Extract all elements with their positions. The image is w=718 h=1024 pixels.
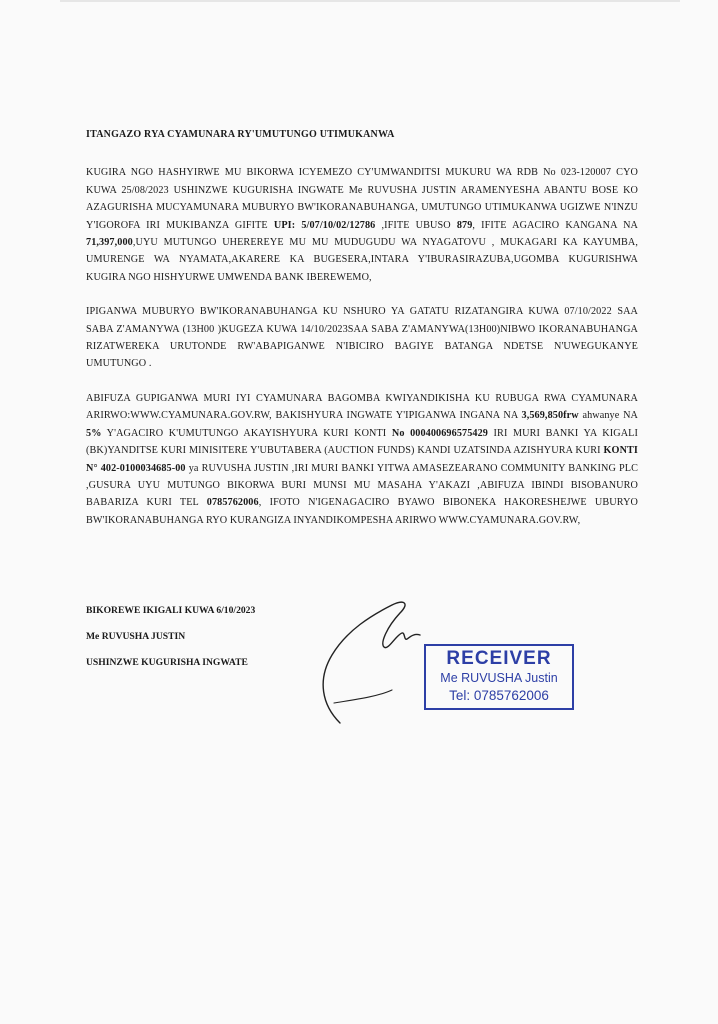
- signer-role: USHINZWE KUGURISHA INGWATE: [86, 657, 248, 668]
- handwritten-signature: [292, 585, 442, 725]
- notice-title: ITANGAZO RYA CYAMUNARA RY'UMUTUNGO UTIMUKANWA: [86, 129, 395, 140]
- paragraph-text: IRI MURI BANKI YA KIGALI (BK)YANDITSE KURI MINISITERE Y'UBUTABERA (AUCTION FUNDS) KANDI UZATSINDA AZISHYURA KURI: [86, 427, 638, 457]
- stamp-name: Me RUVUSHA Justin: [440, 671, 558, 685]
- paragraph-payment: [86, 390, 638, 529]
- paragraph-text: , IFOTO N'IGENAGACIRO BYAWO BIBONEKA HAKORESHEJWE UBURYO BW'IKORANABUHANGA RYO KURANGIZA INYANDIKOMPESHA ARIRWO WWW.CYAMUNARA.GOV.RW,: [86, 497, 638, 526]
- scan-edge-marks: [60, 0, 680, 10]
- receiver-stamp: [424, 644, 574, 710]
- paragraph-text: KUGIRA NGO HASHYIRWE MU BIKORWA ICYEMEZO CY'UMWANDITSI MUKURU WA RDB No 023-120007 CYO KUWA 25/08/2023 USHINZWE KUGURISHA INGWATE Me RUVUSHA JUSTIN ARAMENYESHA ABANTU BOSE KO AZAGURISHA MUCYAMUNARA MUBURYO BW'IKORANABUHANGA, UMUTUNGO UTIMUKANWA UGIZWE N'INZU Y'IGOROFA IRI MUKIBANZA GIFITE: [86, 167, 638, 231]
- contact-phone: 0785762006: [206, 497, 259, 509]
- plot-area: 879: [456, 219, 473, 231]
- paragraph-text: ,UYU MUTUNGO UHEREREYE MU MU MUDUGUDU WA NYAGATOVU , MUKAGARI KA KAYUMBA, UMURENGE WA NYAMATA,AKARERE KA BUGESERA,INTARA Y'IBURASIRAZUBA,UGOMBA KUGURISHWA KUGIRA NGO HISHYURWE UMWENDA BANK IBEREWEMO,: [86, 237, 638, 283]
- notice-body: [86, 126, 638, 546]
- account-receiver: KONTI N° 402-0100034685-00: [86, 445, 638, 474]
- account-bk: No 000400696575429: [391, 427, 488, 439]
- paragraph-text: Y'AGACIRO K'UMUTUNGO AKAYISHYURA KURI KONTI: [101, 427, 392, 439]
- paragraph-text: ya RUVUSHA JUSTIN ,IRI MURI BANKI YITWA AMASEZEARANO COMMUNITY BANKING PLC ,GUSURA UYU MUTUNGO BIKORWA BURI MUNSI MU MASAHA Y'AKAZI ,ABIFUZA IBINDI BISOBANURO BABARIZA KURI TEL: [86, 462, 639, 509]
- deposit-percent: 5%: [86, 427, 102, 439]
- paragraph-property: [86, 164, 638, 286]
- paragraph-bidding: IPIGANWA MUBURYO BW'IKORANABUHANGA KU NSHURO YA GATATU RIZATANGIRA KUWA 07/10/2022 SAA SABA Z'AMANYWA (13H00 )KUGEZA KUWA 14/10/2023SAA SABA Z'AMANYWA(13H00)NIBWO IKORANABUHANGA RIZATWEREKA URUTONDE RW'ABAPIGANWE N'IBICIRO BAGIYE BATANGA NDETSE N'UWEGUKANYE UMUTUNGO .: [86, 306, 638, 370]
- deposit-amount: 3,569,850frw: [521, 410, 579, 422]
- stamp-title: RECEIVER: [446, 648, 552, 669]
- stamp-phone: Tel: 0785762006: [449, 688, 549, 703]
- paragraph-text: ,IFITE UBUSO: [375, 219, 457, 231]
- paragraph-text: ahwanye NA: [578, 410, 638, 422]
- property-value: 71,397,000: [86, 237, 133, 249]
- upi-number: UPI: 5/07/10/02/12786: [273, 219, 376, 231]
- paragraph-text: ABIFUZA GUPIGANWA MURI IYI CYAMUNARA BAGOMBA KWIYANDIKISHA KU RUBUGA RWA CYAMUNARA ARIRWO:WWW.CYAMUNARA.GOV.RW, BAKISHYURA INGWATE Y'IPIGANWA INGANA NA: [86, 392, 638, 422]
- paragraph-text: , IFITE AGACIRO KANGANA NA: [472, 219, 639, 231]
- signed-place-date: BIKOREWE IKIGALI KUWA 6/10/2023: [86, 605, 256, 616]
- signer-name: Me RUVUSHA JUSTIN: [86, 631, 186, 642]
